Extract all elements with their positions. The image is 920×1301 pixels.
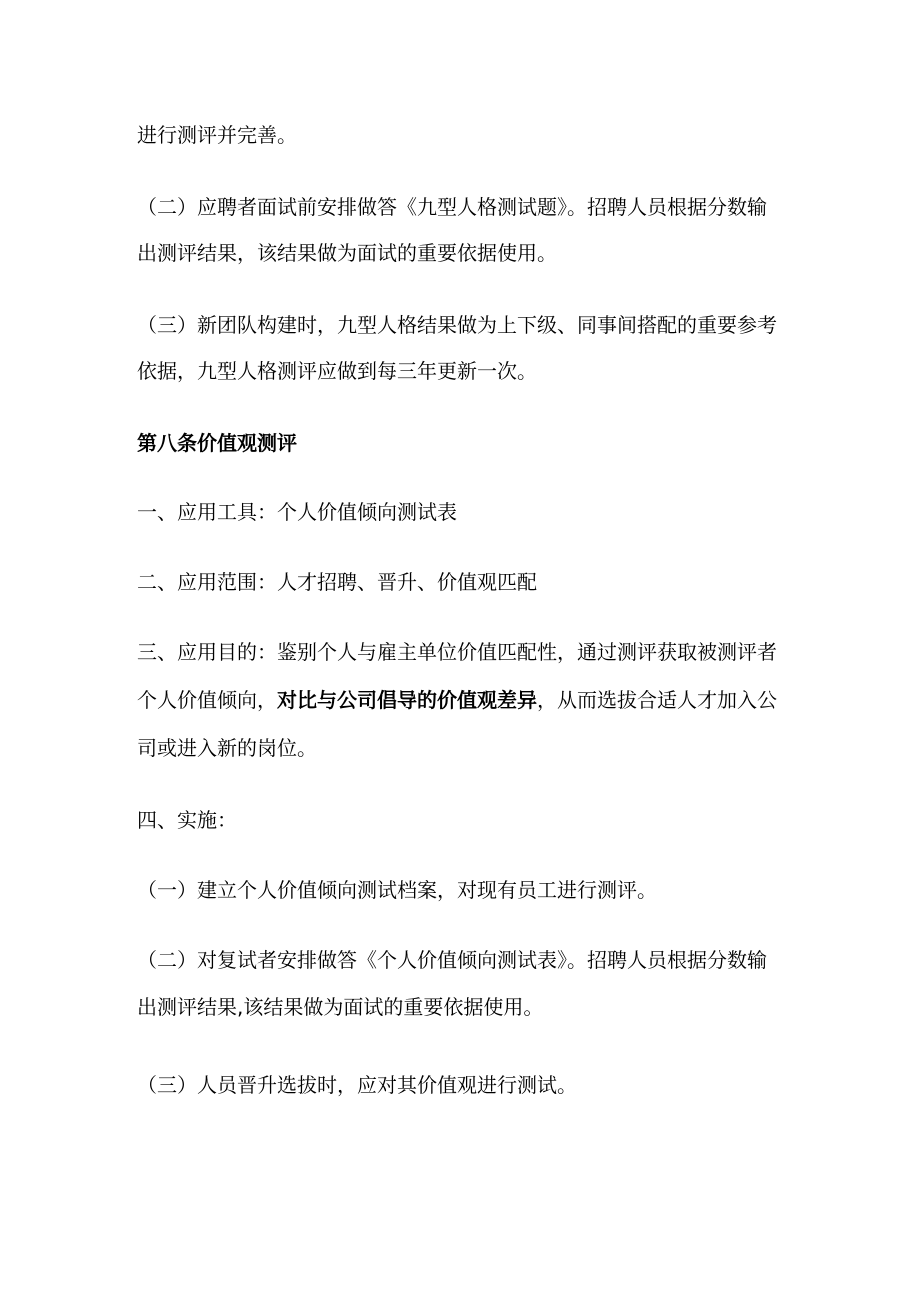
paragraph-line: 二、应用范围：人才招聘、晋升、价值观匹配 [137,570,537,594]
section-heading: 第八条价值观测评 [137,431,297,455]
paragraph-line: （三）新团队构建时，九型人格结果做为上下级、同事间搭配的重要参考 [137,313,777,337]
paragraph-line: 司或进入新的岗位。 [137,736,317,760]
paragraph-line: 出测评结果，该结果做为面试的重要依据使用。 [137,241,557,265]
bold-text-run: 对比与公司倡导的价值观差异 [277,688,537,712]
paragraph-line-mixed [137,686,787,714]
paragraph-line: （二）应聘者面试前安排做答《九型人格测试题》。招聘人员根据分数输 [137,195,767,219]
paragraph-line: （二）对复试者安排做答《个人价值倾向测试表》。招聘人员根据分数输 [137,948,767,972]
paragraph-line: 依据，九型人格测评应做到每三年更新一次。 [137,359,537,383]
paragraph-line: 一、应用工具：个人价值倾向测试表 [137,500,457,524]
text-run: ，从而选拔合适人才加入公 [537,688,777,712]
paragraph-line: 进行测评并完善。 [137,123,297,147]
paragraph-line: （三）人员晋升选拔时，应对其价值观进行测试。 [137,1073,577,1097]
paragraph-line: 出测评结果,该结果做为面试的重要依据使用。 [137,995,544,1019]
paragraph-line: 三、应用目的：鉴别个人与雇主单位价值匹配性，通过测评获取被测评者 [137,640,777,664]
paragraph-line: 四、实施： [137,808,237,832]
paragraph-line: （一）建立个人价值倾向测试档案，对现有员工进行测评。 [137,878,657,902]
text-run: 个人价值倾向， [137,688,277,712]
